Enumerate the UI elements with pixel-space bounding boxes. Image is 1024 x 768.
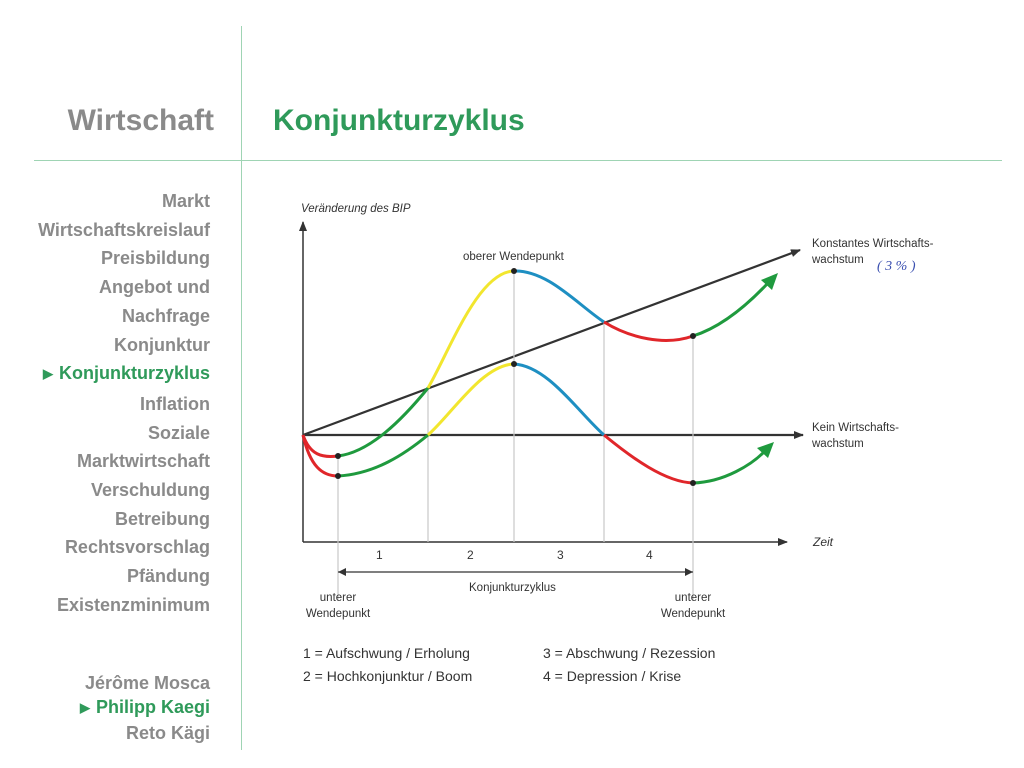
author-name: Jérôme Mosca: [84, 673, 210, 693]
lower-curve-depression: [604, 435, 693, 483]
sidebar-item-label: Konjunkturzyklus: [58, 363, 210, 384]
phase-number-4: 4: [646, 548, 653, 562]
author-name: Philipp Kaegi: [95, 697, 210, 717]
lower-low-point-right: [690, 480, 696, 486]
low-turning-point-left-1: unterer: [319, 592, 357, 604]
cycle-arrowhead-left: [338, 568, 346, 576]
upper-curve-recovery: [693, 283, 768, 336]
sidebar-item-label: Wirtschaftskreislauf: [38, 219, 210, 240]
low-turning-point-left-2: Wendepunkt: [305, 608, 371, 620]
cycle-arrowhead-right: [685, 568, 693, 576]
legend-item-4: 4 = Depression / Krise: [543, 668, 682, 684]
legend-item-2: 2 = Hochkonjunktur / Boom: [303, 668, 473, 684]
legend-item-3: 3 = Abschwung / Rezession: [543, 645, 716, 661]
sidebar-item-label: Soziale: [147, 422, 210, 443]
author-name: Reto Kägi: [125, 723, 210, 743]
sidebar-item-label: Preisbildung: [100, 248, 210, 269]
sidebar-item-label: Marktwirtschaft: [76, 451, 210, 472]
sidebar-item-label: Nachfrage: [121, 305, 210, 326]
upper-low-point-left: [335, 453, 341, 459]
sidebar-item-label: Existenzminimum: [56, 594, 210, 615]
sidebar-item-label: Pfändung: [127, 566, 210, 587]
cycle-label: Konjunkturzyklus: [469, 582, 556, 594]
low-turning-point-right-1: unterer: [674, 592, 712, 604]
active-marker-icon: ▶: [79, 700, 90, 715]
growth-handwritten-note: ( 3 % ): [877, 259, 916, 274]
sidebar-item-label: Markt: [161, 191, 210, 211]
flat-line-label-2: wachstum: [812, 438, 864, 450]
lower-curve-recovery: [693, 452, 764, 483]
phase-number-2: 2: [467, 548, 474, 562]
flat-line-label-1: Kein Wirtschafts-: [812, 422, 899, 434]
lower-low-point-left: [335, 473, 341, 479]
growth-line-label-1: Konstantes Wirtschafts-: [812, 238, 934, 250]
low-turning-point-right-2: Wendepunkt: [660, 608, 726, 620]
upper-low-point-right: [690, 333, 696, 339]
upper-peak-point: [511, 268, 517, 274]
growth-trend-line: [303, 250, 800, 435]
sidebar-item-label: Betreibung: [114, 508, 210, 529]
lower-curve-abschwung: [514, 364, 604, 435]
lower-peak-point: [511, 361, 517, 367]
sidebar-item-label: Konjunktur: [114, 334, 210, 355]
lower-curve-hochkonjunktur: [428, 364, 514, 435]
active-marker-icon: ▶: [42, 366, 53, 382]
upper-curve-hochkonjunktur: [428, 271, 514, 388]
y-axis-label: Veränderung des BIP: [301, 203, 411, 215]
phase-number-1: 1: [376, 548, 383, 562]
sidebar-item-label: Inflation: [140, 393, 210, 414]
growth-line-label-2: wachstum: [812, 254, 864, 266]
sidebar-item-label: Verschuldung: [90, 480, 210, 501]
upper-curve-depression: [604, 322, 693, 340]
section-title: Wirtschaft: [67, 104, 214, 137]
legend-item-1: 1 = Aufschwung / Erholung: [303, 645, 470, 661]
page-title: Konjunkturzyklus: [273, 104, 525, 137]
phase-number-3: 3: [557, 548, 564, 562]
sidebar-item-label: Angebot und: [99, 277, 210, 298]
top-turning-point-label: oberer Wendepunkt: [463, 251, 564, 263]
x-axis-label: Zeit: [813, 535, 834, 549]
sidebar-item-label: Rechtsvorschlag: [64, 537, 210, 558]
upper-curve-abschwung: [514, 271, 604, 322]
lower-curve-aufschwung: [338, 435, 428, 476]
